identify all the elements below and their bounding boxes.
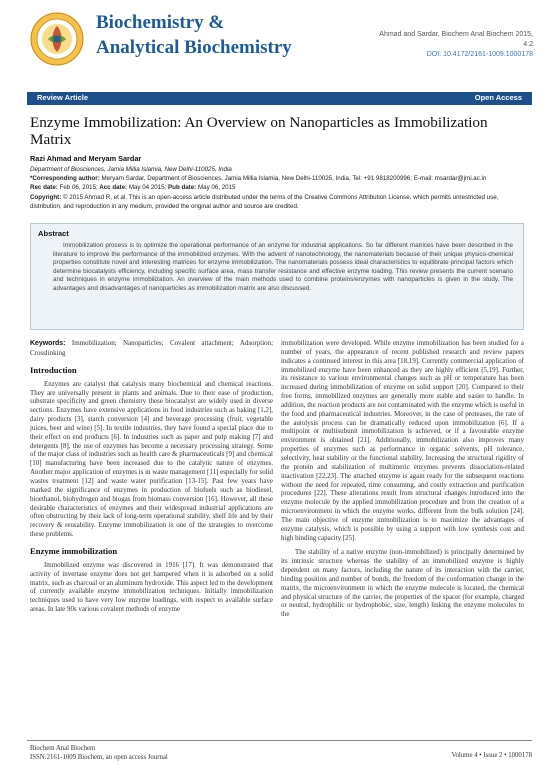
right-paragraph-1: immobilization were developed. While enzyme immobilization has been studied for a number of years, the appearance of recent published research and review papers indicates a continued interest in this area [18,19]. Currently commercial application of immobilized enzyme have been enhanced as they are highly efficient [5,19]. Further, its resistance to various environmental changes such as pH or temperature has been increased during immobilization of enzyme on solid support [20]. Compared to their free forms, immobilized enzymes are generally more stable and easier to handle. In addition, the reaction products are not contaminated with the enzyme which is useful in the food and pharmaceutical industries. Moreover, in the case of proteases, the rate of the autolysis process can be dramatically reduced upon immobilization [6]. If a multipoint or multisubunit immobilization is achieved, or if a favourable enzyme environment is obtained [21]. Additionally, immobilization also improves many properties of enzymes such as performance in organic solvents, pH tolerance, selectivity, heat stability or the functional stability. Increasing the structural rigidity of the protein and stabilization of multimeric enzymes prevents dissociation-related inactivation [22,23]. The attached enzyme is again ready for the subsequent reactions without the need for repeated, time consuming, and costly extraction and purification procedures [22]. These alterations result from structural changes introduced into the enzyme molecule by the applied immobilization procedure and from the creation of a microenvironment in which the enzyme works, different from the bulk solution [24]. The main objective of enzyme immobilization is to maximize the advantages of enzyme catalysis, which is possible by using a support with low synthesis cost and high binding capacity [25]. <box>281 339 524 542</box>
introduction-paragraph: Enzymes are catalyst that catalysis many biochemical and chemical reactions. They are universally present in plants and animals. Due to their ease of production, substrate specificity and green chemistry these biocatalyst are widely used in diverse sections. Enzymes have extensive applications in food industries such as baking [1,2], dairy products [3], starch conversion [4] and beverage processing (fruit, vegetable juices, beer and wine) [5]. In textile industries, they have found a special place due to their effect on end products [6]. In industries such as paper and pulp making [7] and detergents [8], the use of enzymes has become a necessary processing strategy. Some of the major class of industries such as health care & pharmaceuticals [9] and chemical [10] manufacturing have been increased due to the catalytic nature of enzymes. Another major application of enzymes is in waste management [11] especially for solid wastes treatment [12] and waste water purification [13-15]. Past few years have marked the significance of enzymes in production of biofuels such as biodiesel, bioethanol, biohydrogen and biogas from biomass conversion [16]. However, all these desirable characteristics of enzymes and their widespread industrial applications are often obstructing by their lack of long-term operational stability, shelf life and by their recovery & reusability. Enzyme immobilization is one of the strategies to overcome these problems. <box>30 379 273 539</box>
right-paragraph-2: The stability of a native enzyme (non-immobilized) is principally determined by its intrinsic structure whereas the stability of an immobilized enzyme is highly dependent on many factors, including the nature of its interaction with the carrier, binding position and number of bonds, the freedom of the conformation change in the matrix, the microenvironment in which the enzyme molecule is located, the chemical and physical structure of the carrier, the properties of the spacer (for example, charged or neutral, hydrophilic or hydrophobic, size, length) linking the enzyme molecules to the <box>281 548 524 619</box>
article-title: Enzyme Immobilization: An Overview on Nanoparticles as Immobilization Matrix <box>30 114 488 148</box>
corresponding-author <box>30 175 525 184</box>
article-type-bar <box>27 92 532 105</box>
rec-date: Feb 06, 2015; <box>57 184 98 191</box>
citation-block <box>379 30 533 60</box>
abstract-heading: Abstract <box>38 229 69 238</box>
footer-volume: Volume 4 • Issue 2 • 1000178 <box>451 752 532 759</box>
journal-title-line1: Biochemistry & <box>96 12 225 33</box>
keywords <box>30 339 273 359</box>
footer-divider <box>27 740 532 741</box>
affiliation <box>30 166 525 175</box>
keywords-label: Keywords: <box>30 340 66 347</box>
journal-header <box>0 0 550 92</box>
immobilization-paragraph: Immobilized enzyme was discovered in 1916 [17]. It was demonstrated that activity of invertase enzyme does not get hampered when it is adsorbed on a solid matrix, such as charcoal or an aluminum hydroxide. This aspect led to the development of currently available enzyme immobilization techniques. Initially immobilization techniques used to have very low enzyme loadings, with respect to available surface areas. In late 90s various covalent methods of enzyme <box>30 560 273 614</box>
citation-text: Ahmad and Sardar, Biochem Anal Biochem 2015, <box>379 31 533 38</box>
section-heading-enzyme-immobilization: Enzyme immobilization <box>30 545 118 556</box>
section-heading-introduction: Introduction <box>30 364 77 375</box>
article-type-label: Review Article <box>37 93 88 102</box>
affiliation-text: Department of Biosciences, Jamia Millia Islamia, New Delhi-110025, India <box>30 166 232 173</box>
copyright-text: © 2015 Ahmad R, et al. This is an open-access article distributed under the terms of the Creative Commons Attribution License, which permits unrestricted use, distribution, and reproduction in any medium, provided the original author and source are credited. <box>30 194 499 210</box>
body-column-right <box>281 339 524 619</box>
abstract-box <box>30 223 524 330</box>
journal-title <box>96 10 292 60</box>
copyright-notice <box>30 194 525 211</box>
abstract-text: Immobilization process is to optimize the operational performance of an enzyme for industrial applications. So far different matrices have been described in the literature to improve the performance of the immobilized enzymes. With the advent of nanotechnology, the nanomaterials because of their unique physico-chemical properties constitute novel and interesting matrices for enzyme immobilization. The nanomaterials possess ideal characteristics to equilibrate principal factors which determine biocatalysts efficiency, including specific surface area, mass transfer resistance and effective enzyme loading. This review presents the current scenario and techniques in enzyme immobilization. An overview of the main methods used to combine proteins/enzymes with nanoparticles is given in the study. The advantages and disadvantages of nanoparticles as immobilization matrix are also discussed. <box>53 242 513 292</box>
keywords-text: Immobilization; Nanoparticles; Covalent attachment; Adsorption; Crosslinking <box>30 339 273 357</box>
footer-journal: Biochem Anal Biochem <box>30 745 96 752</box>
body-column-left <box>30 339 273 614</box>
pub-date: May 06, 2015 <box>196 184 236 191</box>
corr-label: *Corresponding author: <box>30 175 100 182</box>
author-list: Razi Ahmad and Meryam Sardar <box>30 154 142 163</box>
journal-title-line2: Analytical Biochemistry <box>96 37 292 58</box>
open-access-label: Open Access <box>474 93 522 102</box>
article-dates <box>30 184 525 193</box>
volume-issue: 4:2 <box>523 41 533 48</box>
acc-date: May 04 2015; <box>127 184 167 191</box>
corr-text: Meryam Sardar, Department of Biosciences, Jamia Millia Islamia, New Delhi-110025, India, Tel: +91 9818200996; E-mail: msardar@jmi.ac.in <box>99 175 487 182</box>
footer-issn: ISSN:2161-1009 Biochem, an open access Journal <box>30 754 168 762</box>
acc-date-label: Acc date: <box>97 184 128 191</box>
doi-link[interactable]: DOI: 10.4172/2161-1009.1000178 <box>426 51 533 58</box>
rec-date-label: Rec date: <box>30 184 58 191</box>
journal-seal-logo <box>30 12 84 66</box>
footer-journal-info <box>30 744 168 763</box>
pub-date-label: Pub date: <box>166 184 197 191</box>
copyright-label: Copyright: <box>30 194 62 201</box>
